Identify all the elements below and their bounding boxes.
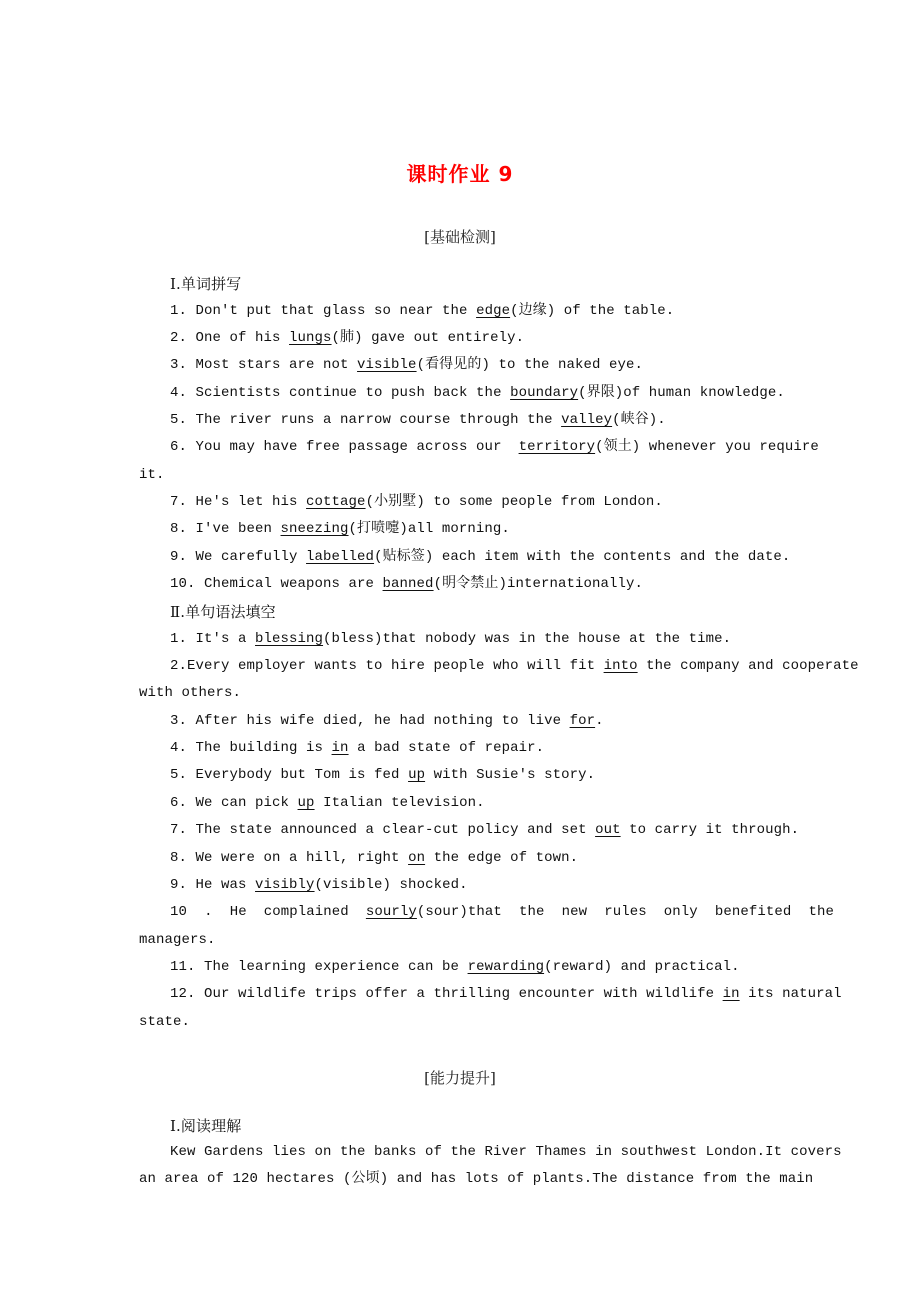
answer-blank: visibly (255, 877, 315, 893)
exercise-item: 5. The river runs a narrow course through the valley(峡谷). (170, 412, 666, 428)
exercise-item-continuation: it. (139, 467, 165, 483)
exercise-item: 1. It's a blessing(bless)that nobody was in the house at the time. (170, 631, 732, 647)
exercise-item: 12. Our wildlife trips offer a thrilling encounter with wildlife in its natural (170, 986, 842, 1002)
answer-blank: up (297, 795, 315, 811)
answer-blank: visible (357, 357, 417, 373)
exercise-item: 11. The learning experience can be rewarding(reward) and practical. (170, 959, 740, 975)
exercise-item-continuation: managers. (139, 932, 216, 948)
exercise-item-continuation: with others. (139, 685, 242, 701)
page-title: 课时作业 9 (406, 162, 514, 186)
answer-blank: lungs (289, 330, 332, 346)
answer-blank: rewarding (467, 959, 545, 975)
exercise-item: 3. After his wife died, he had nothing to live for. (170, 713, 604, 729)
answer-blank: territory (518, 439, 596, 455)
reading-passage-line: an area of 120 hectares (公顷) and has lots of plants.The distance from the main (139, 1171, 814, 1187)
exercise-item: 2.Every employer wants to hire people who will fit into the company and cooperate (170, 658, 859, 674)
exercise-item: 9. He was visibly(visible) shocked. (170, 877, 468, 893)
exercise-item: 9. We carefully labelled(贴标签) each item with the contents and the date. (170, 549, 791, 565)
exercise-item: 6. We can pick up Italian television. (170, 795, 485, 811)
exercise-item-continuation: state. (139, 1014, 191, 1030)
exercise-item: 8. We were on a hill, right on the edge of town. (170, 850, 579, 866)
answer-blank: on (408, 850, 426, 866)
answer-blank: out (595, 822, 621, 838)
answer-blank: into (603, 658, 638, 674)
answer-blank: banned (382, 576, 434, 592)
section-heading-basic: [基础检测] (424, 228, 496, 246)
exercise-item: 7. The state announced a clear-cut policy and set out to carry it through. (170, 822, 800, 838)
answer-blank: blessing (255, 631, 324, 647)
answer-blank: up (408, 767, 426, 783)
exercise-item: 10. Chemical weapons are banned(明令禁止)internationally. (170, 576, 643, 592)
answer-blank: edge (476, 303, 511, 319)
part-heading-grammar-fill: Ⅱ.单句语法填空 (170, 603, 276, 621)
exercise-item: 10 . He complained sourly(sour)that the new rules only benefited the (170, 904, 834, 920)
exercise-item: 1. Don't put that glass so near the edge(边缘) of the table. (170, 303, 675, 319)
exercise-item: 8. I've been sneezing(打喷嚏)all morning. (170, 521, 510, 537)
answer-blank: in (722, 986, 740, 1002)
reading-passage-line: Kew Gardens lies on the banks of the River Thames in southwest London.It covers (170, 1144, 842, 1160)
answer-blank: boundary (510, 385, 579, 401)
answer-blank: in (331, 740, 349, 756)
exercise-item: 4. Scientists continue to push back the boundary(界限)of human knowledge. (170, 385, 785, 401)
exercise-item: 4. The building is in a bad state of repair. (170, 740, 545, 756)
answer-blank: valley (561, 412, 613, 428)
part-heading-word-spelling: Ⅰ.单词拼写 (170, 275, 242, 293)
answer-blank: cottage (306, 494, 366, 510)
exercise-item: 6. You may have free passage across our territory(领土) whenever you require (170, 439, 819, 455)
exercise-item: 5. Everybody but Tom is fed up with Susie's story. (170, 767, 596, 783)
answer-blank: sourly (365, 904, 417, 920)
part-heading-reading: Ⅰ.阅读理解 (170, 1117, 242, 1135)
exercise-item: 2. One of his lungs(肺) gave out entirely. (170, 330, 525, 346)
exercise-item: 7. He's let his cottage(小别墅) to some people from London. (170, 494, 663, 510)
section-heading-advanced: [能力提升] (424, 1069, 496, 1087)
answer-blank: labelled (306, 549, 375, 565)
answer-blank: sneezing (280, 521, 349, 537)
answer-blank: for (569, 713, 596, 729)
exercise-item: 3. Most stars are not visible(看得见的) to the naked eye. (170, 357, 643, 373)
